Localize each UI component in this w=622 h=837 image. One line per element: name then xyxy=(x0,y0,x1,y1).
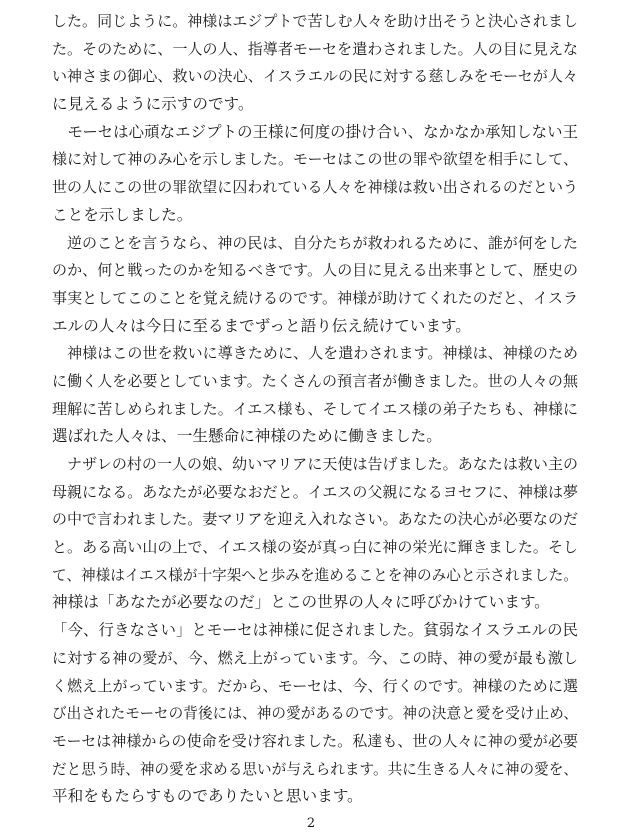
text-line: い神さまの御心、救いの決心、イスラエルの民に対する慈しみをモーセが人々 xyxy=(52,67,578,86)
text-line: ことを示しました。 xyxy=(52,205,193,224)
text-line: 様に対して神のみ心を示しました。モーセはこの世の罪や欲望を相手にして、 xyxy=(52,150,578,169)
text-line: の中で言われました。妻マリアを迎え入れなさい。あなたの決心が必要なのだ xyxy=(52,510,578,529)
text-line: 「今、行きなさい」とモーセは神様に促されました。貧弱なイスラエルの民 xyxy=(52,621,578,640)
text-line: と。ある高い山の上で、イエス様の姿が真っ白に神の栄光に輝きました。そし xyxy=(52,538,578,557)
document-body xyxy=(52,8,578,811)
text-line: に対する神の愛が、今、燃え上がっています。今、この時、神の愛が最も激し xyxy=(52,648,578,667)
text-line: ナザレの村の一人の娘、幼いマリアに天使は告げました。あなたは救い主の xyxy=(52,455,578,473)
text-line: モーセは神様からの使命を受け容れました。私達も、世の人々に神の愛が必要 xyxy=(52,731,578,750)
text-line: に働く人を必要としています。たくさんの預言者が働きました。世の人々の無 xyxy=(52,371,578,390)
text-line: した。同じように。神様はエジプトで苦しむ人々を助け出そうと決心されまし xyxy=(52,12,578,30)
text-line: た。そのために、一人の人、指導者モーセを遣わされました。人の目に見えな xyxy=(52,39,578,58)
text-line: 選ばれた人々は、一生懸命に神様のために働きました。 xyxy=(52,427,442,446)
text-line: び出されたモーセの背後には、神の愛があるのです。神の決意と愛を受け止め、 xyxy=(52,705,578,723)
text-line: 母親になる。あなたが必要なおだと。イエスの父親になるヨセフに、神様は夢 xyxy=(52,482,578,501)
text-line: モーセは心頑なエジプトの王様に何度の掛け合い、なかなか承知しない王 xyxy=(52,122,578,141)
text-line: に見えるように示すのです。 xyxy=(52,95,254,114)
text-line: のか、何と戦ったのかを知るべきです。人の目に見える出来事として、歴史の xyxy=(52,261,578,280)
text-line: 平和をもたらすものでありたいと思います。 xyxy=(52,787,363,806)
text-line: 逆のことを言うなら、神の民は、自分たちが救われるために、誰が何をした xyxy=(52,233,578,252)
text-line: 世の人にこの世の罪欲望に囚われている人々を神様は救い出されるのだという xyxy=(52,178,578,197)
text-line: 神様はこの世を救いに導きために、人を遣わされます。神様は、神様のため xyxy=(52,344,578,363)
text-line: く燃え上がっています。だから、モーセは、今、行くのです。神様のために選 xyxy=(52,676,578,695)
page-number: 2 xyxy=(306,816,316,831)
text-line: 神様は「あなたが必要なのだ」とこの世界の人々に呼びかけています。 xyxy=(52,593,550,612)
text-line: だと思う時、神の愛を求める思いが与えられます。共に生きる人々に神の愛を、 xyxy=(52,760,578,778)
text-line: 理解に苦しめられました。イエス様も、そしてイエス様の弟子たちも、神様に xyxy=(52,399,578,418)
text-line: 事実としてこのことを覚え続けるのです。神様が助けてくれたのだと、イスラ xyxy=(52,288,578,307)
text-line: エルの人々は今日に至るまでずっと語り伝え続けています。 xyxy=(52,316,471,335)
text-line: て、神様はイエス様が十字架へと歩みを進めることを神のみ心と示されました。 xyxy=(52,566,578,584)
